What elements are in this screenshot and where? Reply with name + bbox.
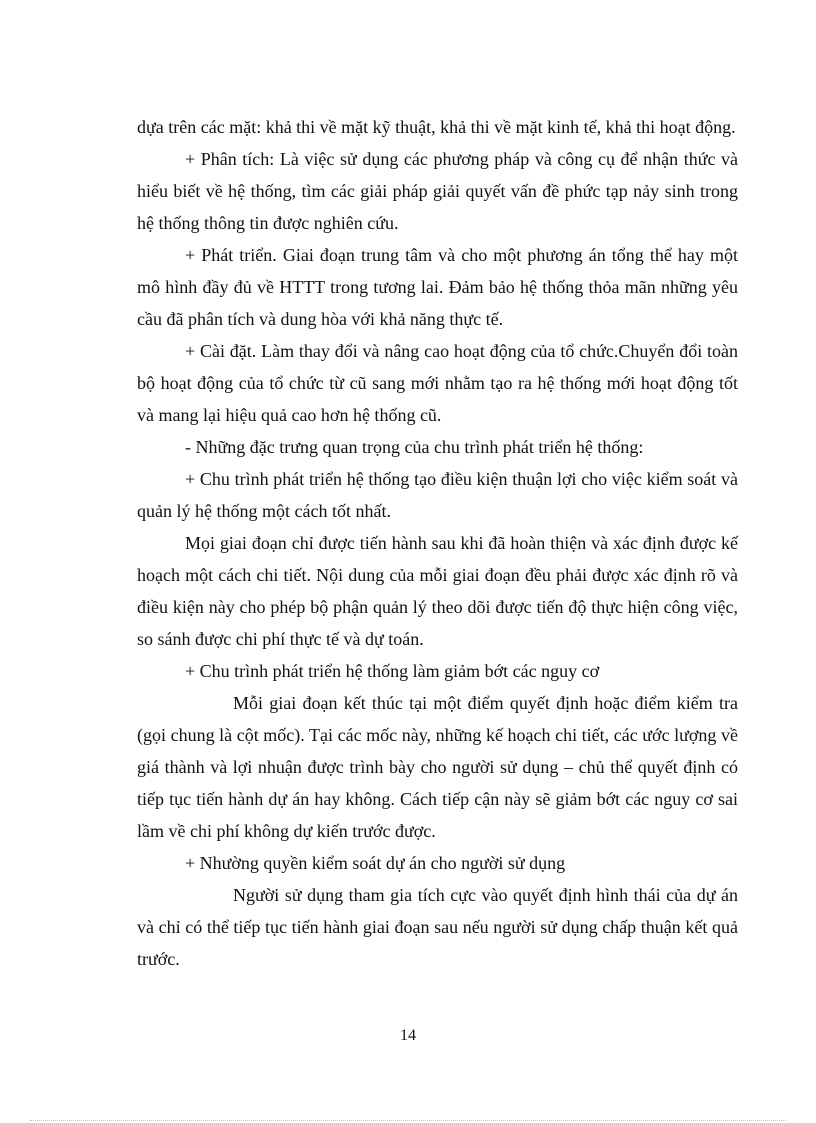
paragraph-nhuong-quyen: + Nhường quyền kiểm soát dự án cho người sử dụng: [185, 853, 566, 873]
paragraph-kiem-soat: + Chu trình phát triển hệ thống tạo điều kiện thuận lợi cho việc kiểm soát và quản lý hệ thống một cách tốt nhất.: [137, 469, 738, 521]
paragraph-phat-trien: + Phát triển. Giai đoạn trung tâm và cho một phương án tổng thể hay một mô hình đầy đủ về HTTT trong tương lai. Đảm bảo hệ thống thỏa mãn những yêu cầu đã phân tích và dung hòa với khả năng thực tế.: [137, 245, 738, 329]
paragraph-giam-nguy-co: + Chu trình phát triển hệ thống làm giảm bớt các nguy cơ: [185, 661, 600, 681]
paragraph-cot-moc: Mỗi giai đoạn kết thúc tại một điểm quyết định hoặc điểm kiểm tra (gọi chung là cột mốc). Tại các mốc này, những kế hoạch chi tiết, các ước lượng về giá thành và lợi nhuận được trình bày cho người sử dụng – chủ thể quyết định có tiếp tục tiến hành dự án hay không. Cách tiếp cận này sẽ giảm bớt các nguy cơ sai lầm về chi phí không dự kiến trước được.: [137, 693, 738, 841]
paragraph-moi-giai-doan: Mọi giai đoạn chỉ được tiến hành sau khi đã hoàn thiện và xác định được kế hoạch một cách chi tiết. Nội dung của mỗi giai đoạn đều phải được xác định rõ và điều kiện này cho phép bộ phận quản lý theo dõi được tiến độ thực hiện công việc, so sánh được chi phí thực tế và dự toán.: [137, 533, 738, 649]
paragraph-continuation: dựa trên các mặt: khả thi về mặt kỹ thuật, khả thi về mặt kinh tế, khả thi hoạt động.: [137, 117, 736, 137]
body-text: [137, 111, 738, 975]
paragraph-cai-dat: + Cài đặt. Làm thay đổi và nâng cao hoạt động của tổ chức.Chuyển đổi toàn bộ hoạt động của tổ chức từ cũ sang mới nhằm tạo ra hệ thống mới hoạt động tốt và mang lại hiệu quả cao hơn hệ thống cũ.: [137, 341, 738, 425]
paragraph-nguoi-su-dung: Người sử dụng tham gia tích cực vào quyết định hình thái của dự án và chỉ có thể tiếp tục tiến hành giai đoạn sau nếu người sử dụng chấp thuận kết quả trước.: [137, 885, 738, 969]
paragraph-phan-tich: + Phân tích: Là việc sử dụng các phương pháp và công cụ để nhận thức và hiểu biết về hệ thống, tìm các giải pháp giải quyết vấn đề phức tạp nảy sinh trong hệ thống thông tin được nghiên cứu.: [137, 149, 738, 233]
paragraph-dac-trung-heading: - Những đặc trưng quan trọng của chu trình phát triển hệ thống:: [185, 437, 644, 457]
page-bottom-divider: [30, 1120, 786, 1121]
page-number: 14: [400, 1027, 416, 1044]
